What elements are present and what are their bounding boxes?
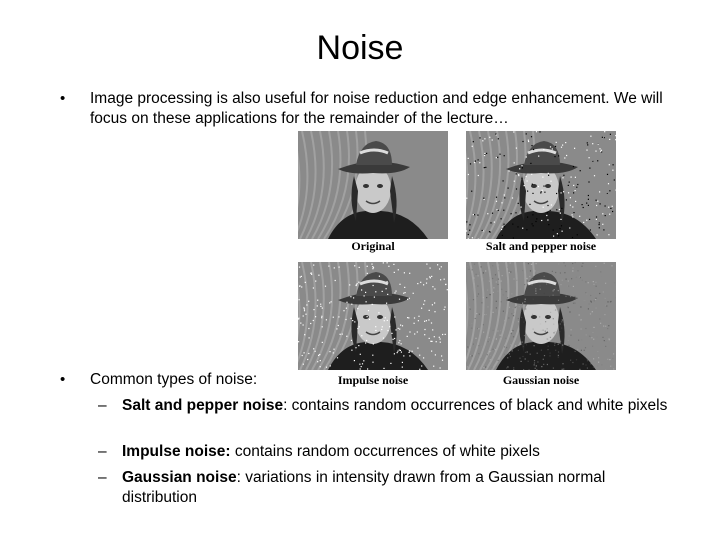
bullet-marker-1: •	[60, 90, 66, 107]
bullet-text-intro: Image processing is also useful for noise reduction and edge enhancement. We will focus on these applications for the remainder of the lecture…	[90, 90, 663, 127]
sub-dash: –	[98, 397, 107, 414]
caption-original: Original	[351, 239, 395, 253]
slide-title: Noise	[316, 29, 404, 67]
term-gaussian: Gaussian noise	[122, 469, 237, 486]
sub-item-impulse	[98, 442, 668, 462]
caption-salt-and-pepper: Salt and pepper noise	[485, 239, 597, 253]
figure-impulse	[298, 262, 448, 370]
bullet-text-types: Common types of noise:	[90, 371, 258, 388]
caption-impulse: Impulse noise	[337, 373, 409, 387]
sub-item-gaussian	[98, 468, 668, 508]
desc-gaussian: : variations in intensity drawn from a Gaussian normal distribution	[122, 469, 606, 506]
desc-impulse: contains random occurrences of white pixels	[230, 443, 540, 460]
figure-gaussian	[466, 262, 616, 370]
sub-dash: –	[98, 469, 107, 486]
sub-item-salt-pepper	[98, 396, 668, 416]
sub-dash: –	[98, 443, 107, 460]
term-salt-pepper: Salt and pepper noise	[122, 397, 284, 414]
figure-salt-and-pepper	[466, 131, 616, 239]
desc-salt-pepper: : contains random occurrences of black and white pixels	[283, 397, 668, 414]
term-impulse: Impulse noise:	[122, 443, 231, 460]
figure-original	[298, 131, 448, 239]
caption-gaussian: Gaussian noise	[502, 373, 580, 387]
bullet-marker-2: •	[60, 371, 66, 388]
